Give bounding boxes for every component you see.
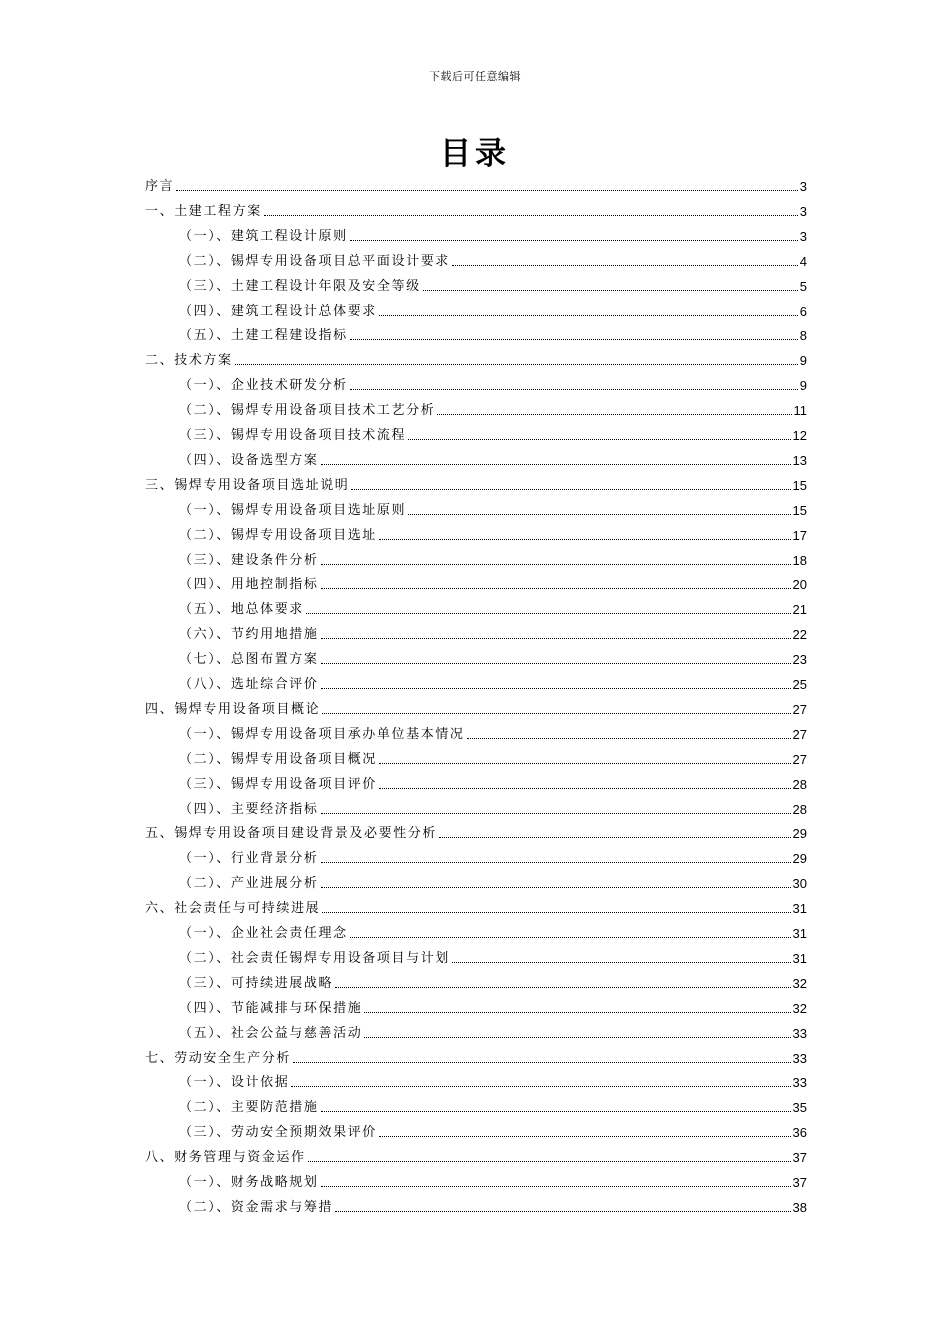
toc-entry[interactable] xyxy=(179,573,807,593)
toc-leader-dots xyxy=(379,1136,791,1137)
toc-entry[interactable] xyxy=(179,623,807,643)
toc-entry[interactable] xyxy=(179,773,807,793)
toc-entry-page-number: 11 xyxy=(793,403,807,419)
toc-entry-title: （一）、行业背景分析 xyxy=(179,851,319,867)
toc-leader-dots xyxy=(321,862,791,863)
toc-entry[interactable] xyxy=(145,1146,807,1166)
toc-entry-title: （五）、土建工程建设指标 xyxy=(179,328,348,344)
toc-entry-page-number: 3 xyxy=(799,228,807,244)
toc-entry[interactable] xyxy=(179,598,807,618)
toc-entry[interactable] xyxy=(179,748,807,768)
toc-entry[interactable] xyxy=(179,1121,807,1141)
toc-entry[interactable] xyxy=(179,847,807,867)
toc-leader-dots xyxy=(293,1062,791,1063)
toc-entry[interactable] xyxy=(179,798,807,818)
toc-entry[interactable] xyxy=(179,524,807,544)
toc-leader-dots xyxy=(364,1012,790,1013)
toc-entry-title: （一）、建筑工程设计原则 xyxy=(179,228,348,244)
toc-leader-dots xyxy=(452,962,791,963)
toc-leader-dots xyxy=(379,315,798,316)
toc-leader-dots xyxy=(321,887,791,888)
toc-entry[interactable] xyxy=(145,474,807,494)
toc-entry[interactable] xyxy=(179,300,807,320)
toc-entry-page-number: 33 xyxy=(792,1025,807,1041)
toc-entry[interactable] xyxy=(179,549,807,569)
toc-entry-title: 八、财务管理与资金运作 xyxy=(145,1150,306,1166)
toc-entry-page-number: 22 xyxy=(792,627,807,643)
toc-entry-page-number: 5 xyxy=(799,278,807,294)
toc-entry-title: 五、锡焊专用设备项目建设背景及必要性分析 xyxy=(145,826,438,842)
toc-entry-page-number: 17 xyxy=(792,527,807,543)
toc-entry-title: （一）、企业技术研发分析 xyxy=(179,378,348,394)
toc-entry-page-number: 28 xyxy=(792,776,807,792)
toc-leader-dots xyxy=(379,763,791,764)
toc-entry-page-number: 9 xyxy=(799,353,807,369)
toc-entry-title: （八）、选址综合评价 xyxy=(179,677,319,692)
toc-entry-title: （二）、社会责任锡焊专用设备项目与计划 xyxy=(179,950,450,966)
toc-entry[interactable] xyxy=(145,175,807,195)
toc-leader-dots xyxy=(452,265,798,266)
toc-entry-title: （一）、锡焊专用设备项目选址原则 xyxy=(179,502,407,518)
toc-leader-dots xyxy=(408,439,790,440)
toc-entry-page-number: 9 xyxy=(799,378,807,394)
toc-leader-dots xyxy=(321,663,791,664)
toc-entry-title: （一）、设计依据 xyxy=(179,1075,290,1091)
toc-entry-title: （六）、节约用地措施 xyxy=(179,627,319,643)
toc-leader-dots xyxy=(321,638,791,639)
toc-entry[interactable] xyxy=(179,1171,807,1191)
toc-leader-dots xyxy=(291,1086,790,1087)
toc-entry[interactable] xyxy=(179,1096,807,1116)
toc-entry-title: 七、劳动安全生产分析 xyxy=(145,1050,292,1066)
page-title: 目录 xyxy=(440,136,510,172)
toc-entry[interactable] xyxy=(179,1071,807,1091)
toc-entry[interactable] xyxy=(179,324,807,344)
toc-entry-title: （三）、建设条件分析 xyxy=(179,552,319,568)
toc-leader-dots xyxy=(335,987,790,988)
toc-entry[interactable] xyxy=(179,723,807,743)
toc-entry-title: （四）、设备选型方案 xyxy=(179,452,319,468)
toc-entry[interactable] xyxy=(179,648,807,668)
toc-entry-page-number: 35 xyxy=(792,1100,807,1116)
toc-entry-page-number: 30 xyxy=(792,876,807,892)
toc-entry-page-number: 25 xyxy=(792,677,807,692)
toc-entry-page-number: 3 xyxy=(799,179,807,194)
toc-entry[interactable] xyxy=(145,897,807,917)
toc-leader-dots xyxy=(335,1211,790,1212)
toc-entry-page-number: 37 xyxy=(792,1150,807,1166)
toc-entry-title: （三）、劳动安全预期效果评价 xyxy=(179,1125,377,1141)
toc-leader-dots xyxy=(350,389,798,390)
toc-entry-page-number: 27 xyxy=(792,751,807,767)
toc-entry[interactable] xyxy=(179,1022,807,1042)
toc-entry-title: （一）、财务战略规划 xyxy=(179,1175,319,1190)
toc-entry-title: （五）、社会公益与慈善活动 xyxy=(179,1025,363,1041)
toc-entry-page-number: 28 xyxy=(792,801,807,817)
toc-entry-page-number: 31 xyxy=(792,950,807,966)
toc-entry[interactable] xyxy=(179,399,807,419)
toc-entry-title: （二）、产业进展分析 xyxy=(179,876,319,892)
toc-entry-title: （二）、锡焊专用设备项目总平面设计要求 xyxy=(179,253,450,269)
toc-leader-dots xyxy=(408,514,790,515)
toc-leader-dots xyxy=(437,414,791,415)
toc-entry-page-number: 8 xyxy=(799,328,807,344)
toc-entry-title: （四）、用地控制指标 xyxy=(179,577,319,593)
toc-leader-dots xyxy=(308,1161,791,1162)
toc-leader-dots xyxy=(351,489,790,490)
toc-entry[interactable] xyxy=(179,872,807,892)
toc-leader-dots xyxy=(322,912,790,913)
toc-entry-title: （二）、锡焊专用设备项目技术工艺分析 xyxy=(179,403,436,419)
toc-leader-dots xyxy=(350,339,798,340)
toc-entry[interactable] xyxy=(179,374,807,394)
toc-entry[interactable] xyxy=(179,972,807,992)
toc-entry-title: （三）、可持续进展战略 xyxy=(179,975,334,991)
toc-entry[interactable] xyxy=(179,922,807,942)
toc-leader-dots xyxy=(306,613,791,614)
toc-leader-dots xyxy=(321,1111,791,1112)
toc-entry-title: （一）、企业社会责任理念 xyxy=(179,926,348,941)
toc-entry-page-number: 20 xyxy=(792,577,807,593)
toc-entry-title: （七）、总图布置方案 xyxy=(179,652,319,668)
toc-entry-title: （四）、建筑工程设计总体要求 xyxy=(179,303,377,319)
toc-entry-page-number: 15 xyxy=(792,502,807,518)
toc-entry-page-number: 31 xyxy=(792,901,807,917)
toc-entry[interactable] xyxy=(145,349,807,369)
toc-entry-title: （二）、主要防范措施 xyxy=(179,1100,319,1116)
toc-entry-page-number: 36 xyxy=(792,1125,807,1141)
toc-entry-page-number: 3 xyxy=(799,203,807,219)
toc-entry-page-number: 29 xyxy=(792,826,807,842)
toc-leader-dots xyxy=(176,190,798,191)
toc-entry[interactable] xyxy=(179,250,807,270)
toc-leader-dots xyxy=(322,713,790,714)
toc-entry-page-number: 29 xyxy=(792,851,807,867)
toc-entry-page-number: 21 xyxy=(792,602,807,618)
toc-entry-page-number: 33 xyxy=(792,1050,807,1066)
toc-entry-title: 一、土建工程方案 xyxy=(145,203,262,219)
toc-entry-page-number: 23 xyxy=(792,652,807,668)
toc-entry[interactable] xyxy=(179,673,807,693)
toc-entry-title: 六、社会责任与可持续进展 xyxy=(145,901,321,917)
toc-leader-dots xyxy=(321,813,791,814)
toc-entry-title: （四）、节能减排与环保措施 xyxy=(179,1000,363,1016)
toc-leader-dots xyxy=(364,1037,790,1038)
toc-entry-page-number: 32 xyxy=(792,1000,807,1016)
toc-entry-title: （四）、主要经济指标 xyxy=(179,801,319,817)
toc-entry-title: （二）、锡焊专用设备项目概况 xyxy=(179,751,377,767)
toc-entry-page-number: 27 xyxy=(792,726,807,742)
toc-entry-title: （三）、土建工程设计年限及安全等级 xyxy=(179,278,421,294)
toc-leader-dots xyxy=(379,539,791,540)
toc-leader-dots xyxy=(379,788,791,789)
toc-entry-page-number: 33 xyxy=(792,1075,807,1091)
toc-entry-page-number: 38 xyxy=(792,1199,807,1215)
toc-leader-dots xyxy=(350,240,798,241)
toc-entry-title: （二）、锡焊专用设备项目选址 xyxy=(179,527,377,543)
toc-leader-dots xyxy=(321,688,791,689)
toc-entry[interactable] xyxy=(179,947,807,967)
header-note: 下载后可任意编辑 xyxy=(429,70,521,83)
toc-leader-dots xyxy=(439,837,791,838)
toc-entry[interactable] xyxy=(145,822,807,842)
toc-entry-page-number: 18 xyxy=(792,552,807,568)
toc-entry[interactable] xyxy=(179,499,807,519)
toc-entry-title: （二）、资金需求与筹措 xyxy=(179,1199,334,1215)
toc-entry-page-number: 13 xyxy=(792,452,807,468)
toc-entry-page-number: 27 xyxy=(792,701,807,717)
toc-entry[interactable] xyxy=(179,424,807,444)
toc-entry-page-number: 4 xyxy=(799,253,807,269)
toc-entry-title: 序言 xyxy=(145,179,175,194)
toc-entry[interactable] xyxy=(179,1196,807,1216)
toc-entry[interactable] xyxy=(179,997,807,1017)
toc-entry-title: （三）、锡焊专用设备项目技术流程 xyxy=(179,428,407,443)
toc-entry-title: （三）、锡焊专用设备项目评价 xyxy=(179,776,377,792)
toc-leader-dots xyxy=(467,738,791,739)
toc-leader-dots xyxy=(321,564,791,565)
toc-entry[interactable] xyxy=(179,449,807,469)
toc-entry-page-number: 6 xyxy=(799,303,807,319)
toc-entry-title: 三、锡焊专用设备项目选址说明 xyxy=(145,477,350,493)
toc-entry-title: （一）、锡焊专用设备项目承办单位基本情况 xyxy=(179,726,465,742)
toc-entry[interactable] xyxy=(179,275,807,295)
toc-entry-page-number: 15 xyxy=(792,477,807,493)
toc-entry-title: 二、技术方案 xyxy=(145,353,233,369)
toc-leader-dots xyxy=(321,464,791,465)
toc-entry-page-number: 32 xyxy=(792,975,807,991)
toc-leader-dots xyxy=(423,290,798,291)
toc-entry[interactable] xyxy=(145,1047,807,1067)
toc-entry[interactable] xyxy=(145,698,807,718)
toc-leader-dots xyxy=(235,364,798,365)
toc-leader-dots xyxy=(350,937,791,938)
toc-entry-page-number: 31 xyxy=(792,926,807,941)
toc-leader-dots xyxy=(264,215,798,216)
toc-leader-dots xyxy=(321,1186,791,1187)
toc-leader-dots xyxy=(321,588,791,589)
toc-entry[interactable] xyxy=(179,225,807,245)
toc-entry[interactable] xyxy=(145,200,807,220)
toc-entry-page-number: 12 xyxy=(792,428,807,443)
toc-entry-title: （五）、地总体要求 xyxy=(179,602,304,618)
toc-entry-page-number: 37 xyxy=(792,1175,807,1190)
toc-entry-title: 四、锡焊专用设备项目概论 xyxy=(145,701,321,717)
